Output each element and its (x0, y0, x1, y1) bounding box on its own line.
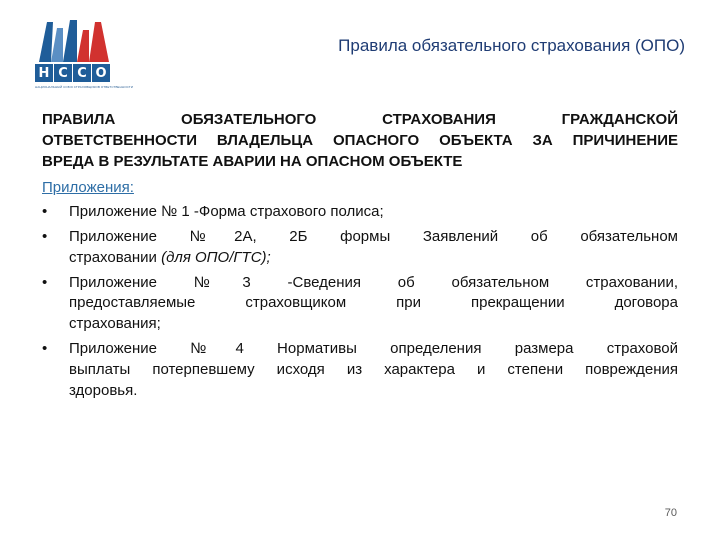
bullet: • (42, 203, 48, 221)
nsso-logo (33, 18, 133, 92)
list-item-line: страхования; (69, 315, 161, 333)
list-item-line: выплаты потерпевшему исходя из характера и степени повреждения (69, 360, 678, 378)
list-item (42, 202, 678, 223)
list-item-line: Приложение №3 -Сведения об обязательном страховании, (69, 273, 678, 291)
logo-letter: Н (35, 64, 53, 82)
list-item-italic-text: (для ОПО/ГТС) (161, 248, 267, 266)
document-heading (42, 110, 678, 172)
list-item-line: Приложение № 1 -Форма страхового полиса; (69, 203, 384, 221)
list-item-text: страховании (69, 248, 162, 266)
bullet: • (42, 273, 48, 291)
slide-title: Правила обязательного страхования (ОПО) (338, 36, 685, 55)
list-item (42, 227, 678, 269)
list-item (42, 339, 678, 401)
list-item-line: здоровья. (69, 381, 138, 399)
logo-emblem-icon (37, 18, 113, 62)
page-number: 70 (664, 507, 677, 519)
list-item-line: Приложение №2А, 2Б формы Заявлений об обязательном (69, 227, 678, 245)
heading-line: ПРАВИЛА ОБЯЗАТЕЛЬНОГО СТРАХОВАНИЯ ГРАЖДАНСКОЙ (42, 111, 678, 128)
logo-letter: С (73, 64, 91, 82)
annex-list (42, 202, 678, 401)
list-item-line (69, 248, 678, 269)
slide-content (42, 110, 678, 405)
annexes-title: Приложения: (42, 179, 134, 197)
bullet: • (42, 339, 48, 357)
heading-line: ВРЕДА В РЕЗУЛЬТАТЕ АВАРИИ НА ОПАСНОМ ОБЪЕКТЕ (42, 152, 463, 170)
logo-caption: НАЦИОНАЛЬНЫЙ СОЮЗ СТРАХОВЩИКОВ ОТВЕТСТВЕННОСТИ (35, 85, 133, 89)
list-item-text: ; (266, 248, 271, 266)
logo-letter: С (54, 64, 72, 82)
logo-letters (35, 64, 110, 82)
list-item-line: предоставляемые страховщиком при прекращении договора (69, 294, 678, 312)
bullet: • (42, 227, 48, 245)
list-item (42, 273, 678, 335)
logo-letter: О (92, 64, 110, 82)
heading-line: ОТВЕТСТВЕННОСТИ ВЛАДЕЛЬЦА ОПАСНОГО ОБЪЕКТА ЗА ПРИЧИНЕНИЕ (42, 131, 678, 149)
list-item-line: Приложение №4 Нормативы определения размера страховой (69, 339, 678, 357)
